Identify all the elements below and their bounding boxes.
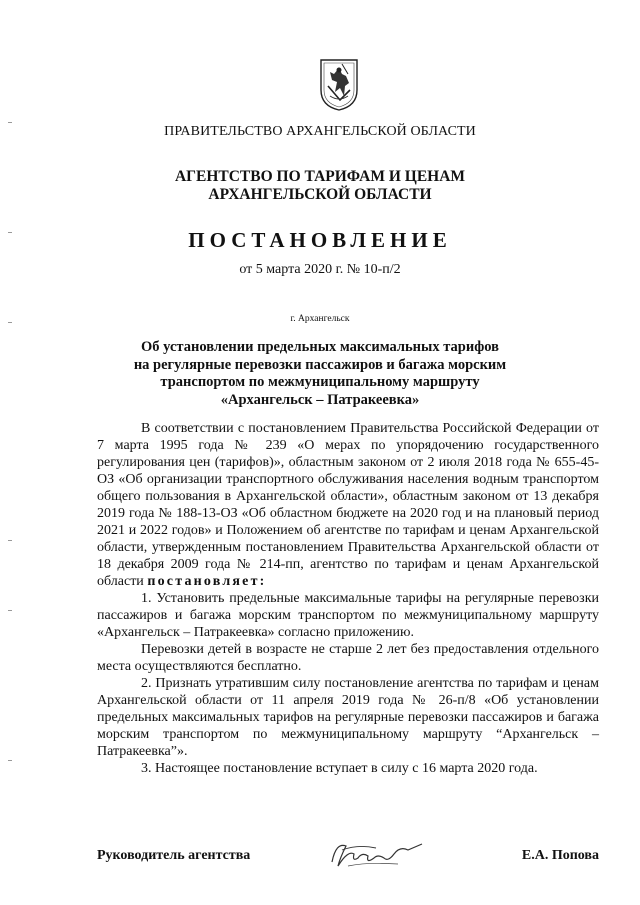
preamble-paragraph <box>97 420 599 590</box>
clause-1-paragraph: 1. Установить предельные максимальные тарифы на регулярные перевозки пассажиров и багажа морским транспортом по межмуниципальному маршруту «Архангельск – Патракеевка» согласно приложению. <box>97 591 599 640</box>
document-title <box>0 339 640 409</box>
margin-mark <box>8 540 12 541</box>
resolves-keyword: постановляет: <box>147 574 267 589</box>
margin-mark <box>8 122 12 123</box>
agency-name-line2: АРХАНГЕЛЬСКОЙ ОБЛАСТИ <box>208 186 432 203</box>
document-type: ПОСТАНОВЛЕНИЕ <box>188 228 452 252</box>
signatory-position: Руководитель агентства <box>97 848 251 863</box>
signatory-name: Е.А. Попова <box>521 848 599 863</box>
agency-name-line1: АГЕНТСТВО ПО ТАРИФАМ И ЦЕНАМ <box>174 168 466 185</box>
government-name: ПРАВИТЕЛЬСТВО АРХАНГЕЛЬСКОЙ ОБЛАСТИ <box>164 124 476 139</box>
title-line1: Об установлении предельных максимальных тарифов <box>141 339 499 355</box>
margin-mark <box>8 760 12 761</box>
margin-mark <box>8 322 12 323</box>
document-date-number: от 5 марта 2020 г. № 10-п/2 <box>239 262 401 277</box>
handwritten-signature <box>328 836 428 872</box>
preamble-text: В соответствии с постановлением Правительства Российской Федерации от 7 марта 1995 года № 239 «О мерах по упорядочению государственного регулирования цен (тарифов)», областным законом от 2 июля 2018 года № 655-45-ОЗ «Об организации транспортного обслуживания населения водным транспортом общего пользования в Архангельской области», областным законом от 13 декабря 2019 года № 188-13-ОЗ «Об областном бюджете на 2020 год и на плановый период 2021 и 2022 годов» и Положением об агентстве по тарифам и ценам Архангельской области, утвержденным постановлением Правительства Архангельской области от 18 декабря 2009 года № 214-пп, агентство по тарифам и ценам Архангельской области <box>97 421 599 589</box>
margin-mark <box>8 610 12 611</box>
title-line4: «Архангельск – Патракеевка» <box>220 391 420 408</box>
coat-of-arms-emblem <box>318 56 360 112</box>
margin-mark <box>8 232 12 233</box>
title-line2: на регулярные перевозки пассажиров и багажа морским <box>133 356 507 373</box>
clause-3-paragraph: 3. Настоящее постановление вступает в силу с 16 марта 2020 года. <box>141 761 538 776</box>
title-line3: транспортом по межмуниципальному маршруту <box>160 374 480 390</box>
agency-name <box>0 168 640 204</box>
document-body <box>97 420 599 777</box>
document-city: г. Архангельск <box>290 314 350 324</box>
children-free-paragraph: Перевозки детей в возрасте не старше 2 лет без предоставления отдельного места осуществляются бесплатно. <box>97 642 599 674</box>
clause-2-paragraph: 2. Признать утратившим силу постановление агентства по тарифам и ценам Архангельской области от 11 апреля 2019 года № 26-п/8 «Об установлении предельных максимальных тарифов на регулярные перевозки пассажиров и багажа морским транспортом по межмуниципальному маршруту “Архангельск – Патракеевка”». <box>97 676 599 759</box>
